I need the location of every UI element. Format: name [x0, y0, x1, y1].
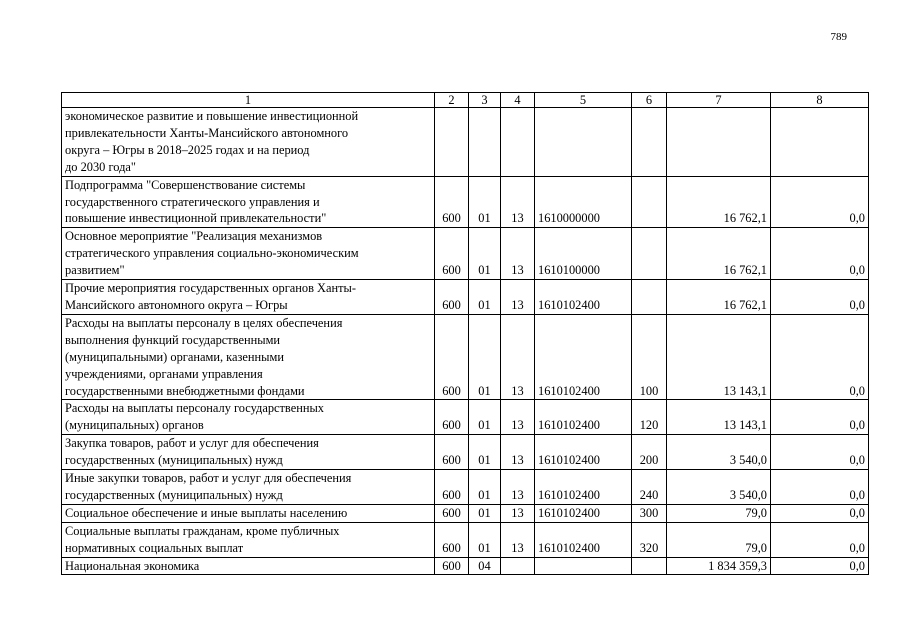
cell-c5: 1610100000	[535, 228, 632, 280]
row-name-cell	[62, 108, 435, 177]
row-name-line: Социальное обеспечение и иные выплаты населению	[65, 505, 348, 520]
page-number: 789	[830, 31, 847, 43]
column-header: 6	[632, 93, 667, 108]
cell-c6	[632, 176, 667, 228]
cell-c2: 600	[435, 176, 469, 228]
row-name-line: государственного стратегического управления и	[65, 194, 320, 209]
row-name-line: Закупка товаров, работ и услуг для обеспечения	[65, 436, 319, 451]
row-name-line: нормативных социальных выплат	[65, 540, 244, 555]
column-header: 4	[501, 93, 535, 108]
cell-c3	[469, 108, 501, 177]
column-header: 2	[435, 93, 469, 108]
row-name-cell	[62, 435, 435, 470]
table-row	[62, 314, 869, 400]
row-name-line: Социальные выплаты гражданам, кроме публичных	[65, 523, 340, 538]
cell-c7: 79,0	[667, 504, 771, 522]
column-header: 3	[469, 93, 501, 108]
cell-c8	[771, 108, 869, 177]
table-row	[62, 176, 869, 228]
cell-c5: 1610102400	[535, 504, 632, 522]
cell-c7: 3 540,0	[667, 435, 771, 470]
cell-c2: 600	[435, 435, 469, 470]
table-row	[62, 228, 869, 280]
cell-c6: 240	[632, 470, 667, 505]
cell-c2: 600	[435, 470, 469, 505]
row-name-line: до 2030 года"	[65, 159, 136, 174]
cell-c7: 16 762,1	[667, 176, 771, 228]
cell-c8: 0,0	[771, 470, 869, 505]
cell-c5: 1610102400	[535, 522, 632, 557]
column-header: 8	[771, 93, 869, 108]
cell-c7	[667, 108, 771, 177]
cell-c6	[632, 280, 667, 315]
row-name-cell	[62, 400, 435, 435]
column-header: 5	[535, 93, 632, 108]
row-name-line: Иные закупки товаров, работ и услуг для обеспечения	[65, 471, 352, 486]
cell-c4: 13	[501, 435, 535, 470]
cell-c5: 1610000000	[535, 176, 632, 228]
table-row	[62, 280, 869, 315]
cell-c3: 04	[469, 557, 501, 575]
budget-table	[61, 92, 869, 575]
cell-c3: 01	[469, 470, 501, 505]
cell-c5	[535, 557, 632, 575]
cell-c5	[535, 108, 632, 177]
table-row	[62, 108, 869, 177]
cell-c6	[632, 557, 667, 575]
cell-c2: 600	[435, 504, 469, 522]
cell-c8: 0,0	[771, 435, 869, 470]
row-name-cell	[62, 314, 435, 400]
table-row	[62, 470, 869, 505]
cell-c4: 13	[501, 314, 535, 400]
cell-c8: 0,0	[771, 314, 869, 400]
cell-c7: 16 762,1	[667, 228, 771, 280]
cell-c4	[501, 108, 535, 177]
cell-c6: 320	[632, 522, 667, 557]
row-name-line: (муниципальных) органов	[65, 418, 204, 433]
row-name-cell	[62, 280, 435, 315]
row-name-cell	[62, 504, 435, 522]
table-row	[62, 400, 869, 435]
row-name-line: Подпрограмма "Совершенствование системы	[65, 177, 306, 192]
cell-c4: 13	[501, 228, 535, 280]
row-name-line: Расходы на выплаты персоналу государственных	[65, 401, 324, 416]
table-row	[62, 557, 869, 575]
cell-c4: 13	[501, 470, 535, 505]
table-header-row	[62, 93, 869, 108]
row-name-cell	[62, 557, 435, 575]
cell-c8: 0,0	[771, 557, 869, 575]
column-header: 7	[667, 93, 771, 108]
row-name-line: Национальная экономика	[65, 558, 200, 573]
row-name-line: государственных (муниципальных) нужд	[65, 453, 283, 468]
cell-c3: 01	[469, 435, 501, 470]
table-row	[62, 435, 869, 470]
cell-c8: 0,0	[771, 176, 869, 228]
cell-c8: 0,0	[771, 400, 869, 435]
cell-c6	[632, 108, 667, 177]
cell-c4: 13	[501, 280, 535, 315]
row-name-line: Мансийского автономного округа – Югры	[65, 297, 288, 312]
table-row	[62, 522, 869, 557]
row-name-line: стратегического управления социально-экономическим	[65, 246, 359, 261]
cell-c5: 1610102400	[535, 470, 632, 505]
cell-c6	[632, 228, 667, 280]
cell-c7: 13 143,1	[667, 400, 771, 435]
row-name-line: развитием"	[65, 263, 125, 278]
cell-c7: 1 834 359,3	[667, 557, 771, 575]
cell-c8: 0,0	[771, 228, 869, 280]
cell-c3: 01	[469, 176, 501, 228]
cell-c7: 13 143,1	[667, 314, 771, 400]
cell-c3: 01	[469, 400, 501, 435]
row-name-cell	[62, 470, 435, 505]
cell-c3: 01	[469, 280, 501, 315]
cell-c8: 0,0	[771, 504, 869, 522]
column-header: 1	[62, 93, 435, 108]
cell-c8: 0,0	[771, 280, 869, 315]
cell-c2	[435, 108, 469, 177]
cell-c6: 200	[632, 435, 667, 470]
cell-c6: 300	[632, 504, 667, 522]
row-name-line: (муниципальными) органами, казенными	[65, 349, 284, 364]
cell-c4: 13	[501, 176, 535, 228]
row-name-line: экономическое развитие и повышение инвестиционной	[65, 109, 359, 123]
table-row	[62, 504, 869, 522]
row-name-line: округа – Югры в 2018–2025 годах и на период	[65, 142, 310, 157]
row-name-line: Расходы на выплаты персоналу в целях обеспечения	[65, 315, 343, 330]
cell-c2: 600	[435, 228, 469, 280]
cell-c6: 100	[632, 314, 667, 400]
cell-c5: 1610102400	[535, 314, 632, 400]
cell-c4: 13	[501, 504, 535, 522]
cell-c4	[501, 557, 535, 575]
cell-c3: 01	[469, 504, 501, 522]
row-name-line: учреждениями, органами управления	[65, 366, 263, 381]
cell-c2: 600	[435, 400, 469, 435]
cell-c6: 120	[632, 400, 667, 435]
cell-c3: 01	[469, 314, 501, 400]
cell-c8: 0,0	[771, 522, 869, 557]
row-name-line: привлекательности Ханты-Мансийского автономного	[65, 125, 349, 140]
row-name-cell	[62, 176, 435, 228]
row-name-cell	[62, 522, 435, 557]
cell-c2: 600	[435, 314, 469, 400]
cell-c3: 01	[469, 522, 501, 557]
cell-c4: 13	[501, 400, 535, 435]
cell-c5: 1610102400	[535, 435, 632, 470]
row-name-line: повышение инвестиционной привлекательности"	[65, 211, 327, 226]
cell-c7: 79,0	[667, 522, 771, 557]
cell-c5: 1610102400	[535, 400, 632, 435]
row-name-cell	[62, 228, 435, 280]
row-name-line: Основное мероприятие "Реализация механизмов	[65, 229, 323, 244]
cell-c4: 13	[501, 522, 535, 557]
cell-c3: 01	[469, 228, 501, 280]
cell-c7: 16 762,1	[667, 280, 771, 315]
row-name-line: выполнения функций государственными	[65, 332, 281, 347]
cell-c2: 600	[435, 557, 469, 575]
cell-c5: 1610102400	[535, 280, 632, 315]
cell-c7: 3 540,0	[667, 470, 771, 505]
row-name-line: государственными внебюджетными фондами	[65, 383, 305, 398]
row-name-line: Прочие мероприятия государственных органов Ханты-	[65, 281, 356, 296]
cell-c2: 600	[435, 522, 469, 557]
cell-c2: 600	[435, 280, 469, 315]
row-name-line: государственных (муниципальных) нужд	[65, 487, 283, 502]
